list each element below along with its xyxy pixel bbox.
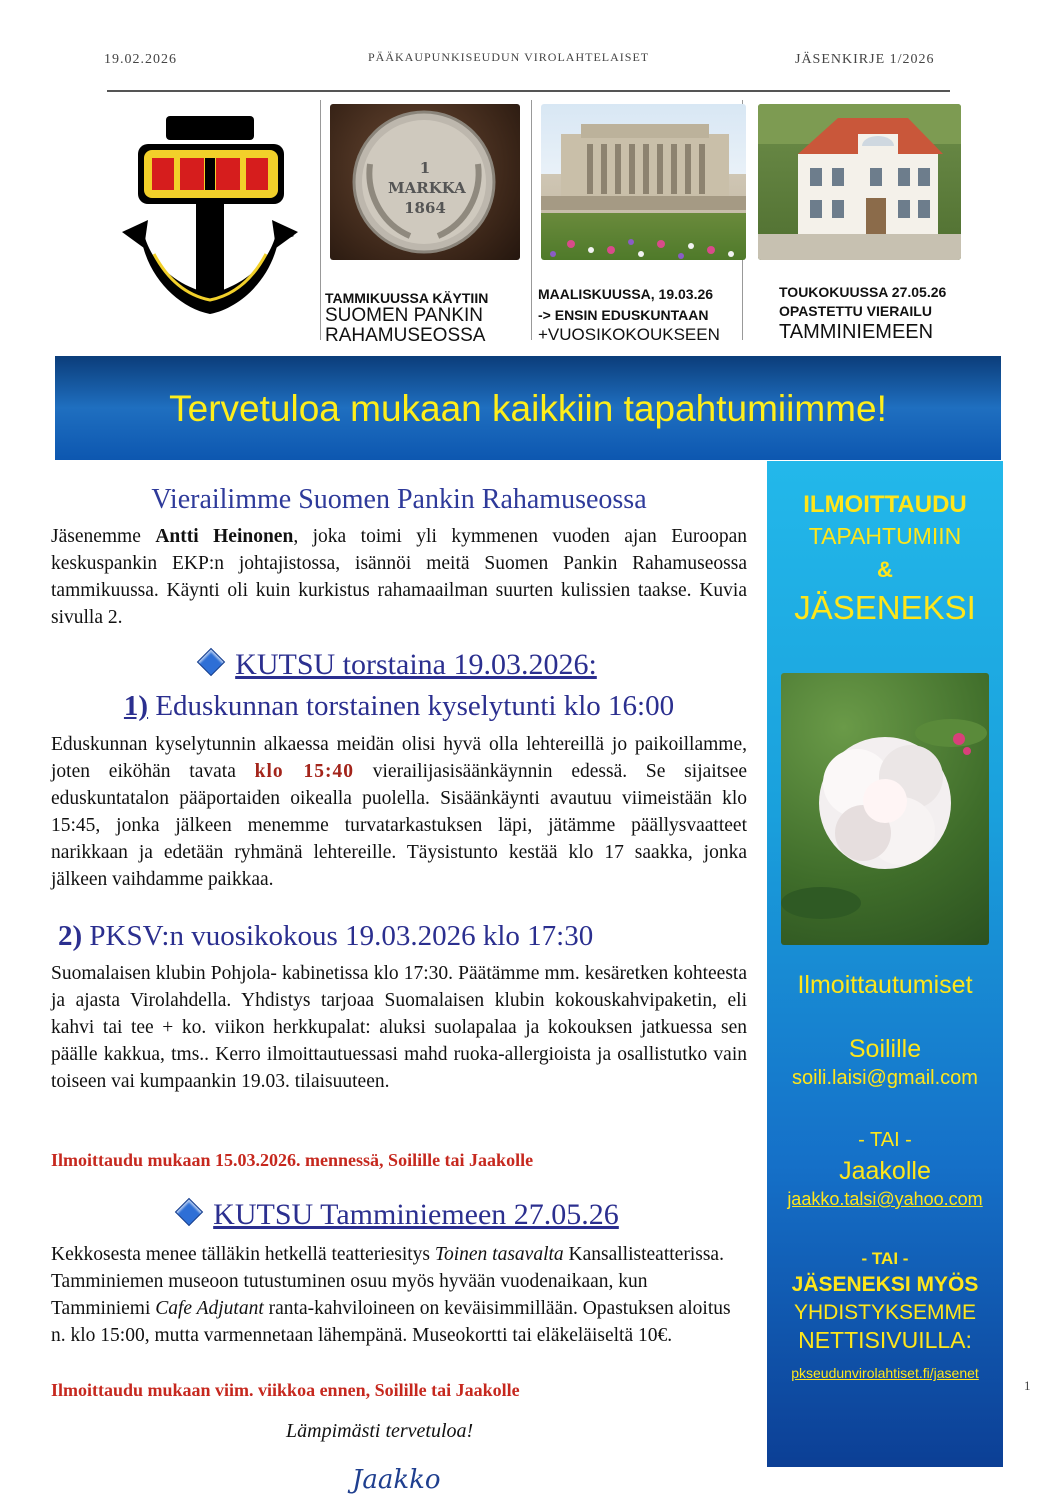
item2-title: 2) PKSV:n vuosikokous 19.03.2026 klo 17:30 (58, 920, 594, 952)
article1-body: Jäsenemme Antti Heinonen, joka toimi yli kymmenen vuoden ajan Euroopan keskuspankin EKP:n johtajistossa, isännöi meitä Suomen Pankin Rahamuseossa tammikuussa. Käynti oli kuin kurkistus rahamaailman suurten kulissien taakse. Kuvia sivulla 2. (51, 526, 748, 628)
diamond-icon (197, 648, 225, 676)
sidebar-heading-2: TAPAHTUMIIN (808, 523, 962, 549)
divider (531, 100, 532, 340)
tamminiemi-villa-photo (758, 104, 961, 260)
issue-date: 19.02.2026 (104, 52, 177, 67)
greeting: Lämpimästi tervetuloa! (286, 1420, 474, 1442)
email-jaakko[interactable]: jaakko.talsi@yahoo.com (787, 1189, 983, 1209)
divider (320, 100, 321, 340)
issue-number: JÄSENKIRJE 1/2026 (795, 52, 935, 67)
organization-name: PÄÄKAUPUNKISEUDUN VIROLAHTELAISET (368, 50, 650, 64)
sidebar-heading-3: JÄSENEKSI (794, 589, 976, 626)
contact-soili: Soilille (848, 1035, 922, 1063)
member-text-2: YHDISTYKSEMME (793, 1301, 977, 1324)
or-separator: - TAI - (858, 1129, 912, 1151)
sidebar-heading-1: ILMOITTAUDU (803, 491, 967, 518)
diamond-icon (175, 1198, 203, 1226)
article1-title: Vierailimme Suomen Pankin Rahamuseossa (151, 484, 647, 515)
anchor-logo (120, 108, 302, 320)
coin-inscription: 1 MARKKA 1864 (388, 159, 466, 217)
header-rule (107, 90, 950, 92)
welcome-banner (55, 356, 1001, 460)
parliament-photo (541, 104, 746, 260)
signature: Jaakko (352, 1465, 441, 1495)
sidebar-ampersand: & (877, 557, 893, 582)
peony-flower-icon (781, 673, 989, 945)
caption-rahamuseo: TAMMIKUUSSA KÄYTIIN SUOMEN PANKIN RAHAMUSEOSSA (325, 290, 489, 346)
member-text-3: NETTISIVUILLA: (798, 1327, 972, 1353)
page-number: 1 (1024, 1378, 1031, 1393)
member-text-1: JÄSENEKSI MYÖS (791, 1273, 979, 1296)
peony-photo (781, 673, 989, 945)
email-soili[interactable]: soili.laisi@gmail.com (792, 1067, 978, 1089)
signup-sidebar (767, 461, 1003, 1467)
contact-jaakko: Jaakolle (839, 1157, 931, 1185)
parliament-building-icon (541, 104, 746, 260)
signups-label: Ilmoittautumiset (797, 971, 973, 999)
kutsu1-title: KUTSU torstaina 19.03.2026: (51, 648, 747, 682)
or-separator: - TAI - (861, 1249, 909, 1268)
caption-eduskunta: MAALISKUUSSA, 19.03.26 -> ENSIN EDUSKUNTAAN +VUOSIKOKOUKSEEN (538, 286, 720, 345)
kutsu2-title: KUTSU Tamminiemeen 27.05.26 (51, 1198, 747, 1232)
welcome-text: Tervetuloa mukaan kaikkiin tapahtumiimme! (169, 388, 887, 429)
website-link[interactable]: pkseudunvirolahtiset.fi/jasenet (791, 1365, 979, 1381)
caption-tamminiemi: TOUKOKUUSSA 27.05.26 OPASTETTU VIERAILU TAMMINIEMEEN (779, 284, 947, 344)
villa-icon (758, 104, 961, 260)
deadline-1: Ilmoittaudu mukaan 15.03.2026. mennessä, Soilille tai Jaakolle (51, 1150, 534, 1170)
item1-title: 1) Eduskunnan torstainen kyselytunti klo 16:00 (123, 690, 675, 722)
item1-body: Eduskunnan kyselytunnin alkaessa meidän olisi hyvä olla lehtereillä jo paikoillamme, joten eiköhän tavata klo 15:40 vierailijasisäänkäynnin edessä. Se sijaitsee eduskuntatalon pääportaiden oikealla puolella. Sisäänkäynti avautuu viimeistään klo 15:45, jonka jälkeen menemme turvatarkastuksen läpi, jätämme päällysvaatteet narikkaan ja edetään ryhmänä lehtereille. Täysistunto kestää klo 17 saakka, jonka jälkeen vaihdamme paikkaa. (51, 734, 748, 890)
item2-body: Suomalaisen klubin Pohjola- kabinetissa klo 17:30. Päätämme mm. kesäretken kohteesta ja ajasta Virolahdella. Yhdistys tarjoaa Suomalaisen klubin kokouskahvipaketin, eli kahvi tai tee + ko. viikon herkkupalat: aluksi suolapalaa ja kokouksen jatkuessa sen päälle kakkua, tms.. Kerro ilmoittautuessasi mahd ruoka-allergioista ja osallistutko vain toiseen vai kumpaankin 19.03. tilaisuuteen. (51, 963, 747, 1092)
deadline-2: Ilmoittaudu mukaan viim. viikkoa ennen, Soilille tai Jaakolle (51, 1380, 520, 1400)
kutsu2-body: Kekkosesta menee tälläkin hetkellä teatteriesitys Toinen tasavalta Kansallisteatterissa. Tamminiemen museoon tutustuminen osuu myös hyvään vuodenaikaan, kun Tamminiemi Cafe Adjutant ranta-kahviloineen on keväisimmillään. Opastuksen aloitus n. klo 15:00, mutta varmennetaan lähempänä. Museokortti tai eläkeläiseltä 10€. (51, 1244, 731, 1346)
coin-photo (330, 104, 520, 260)
